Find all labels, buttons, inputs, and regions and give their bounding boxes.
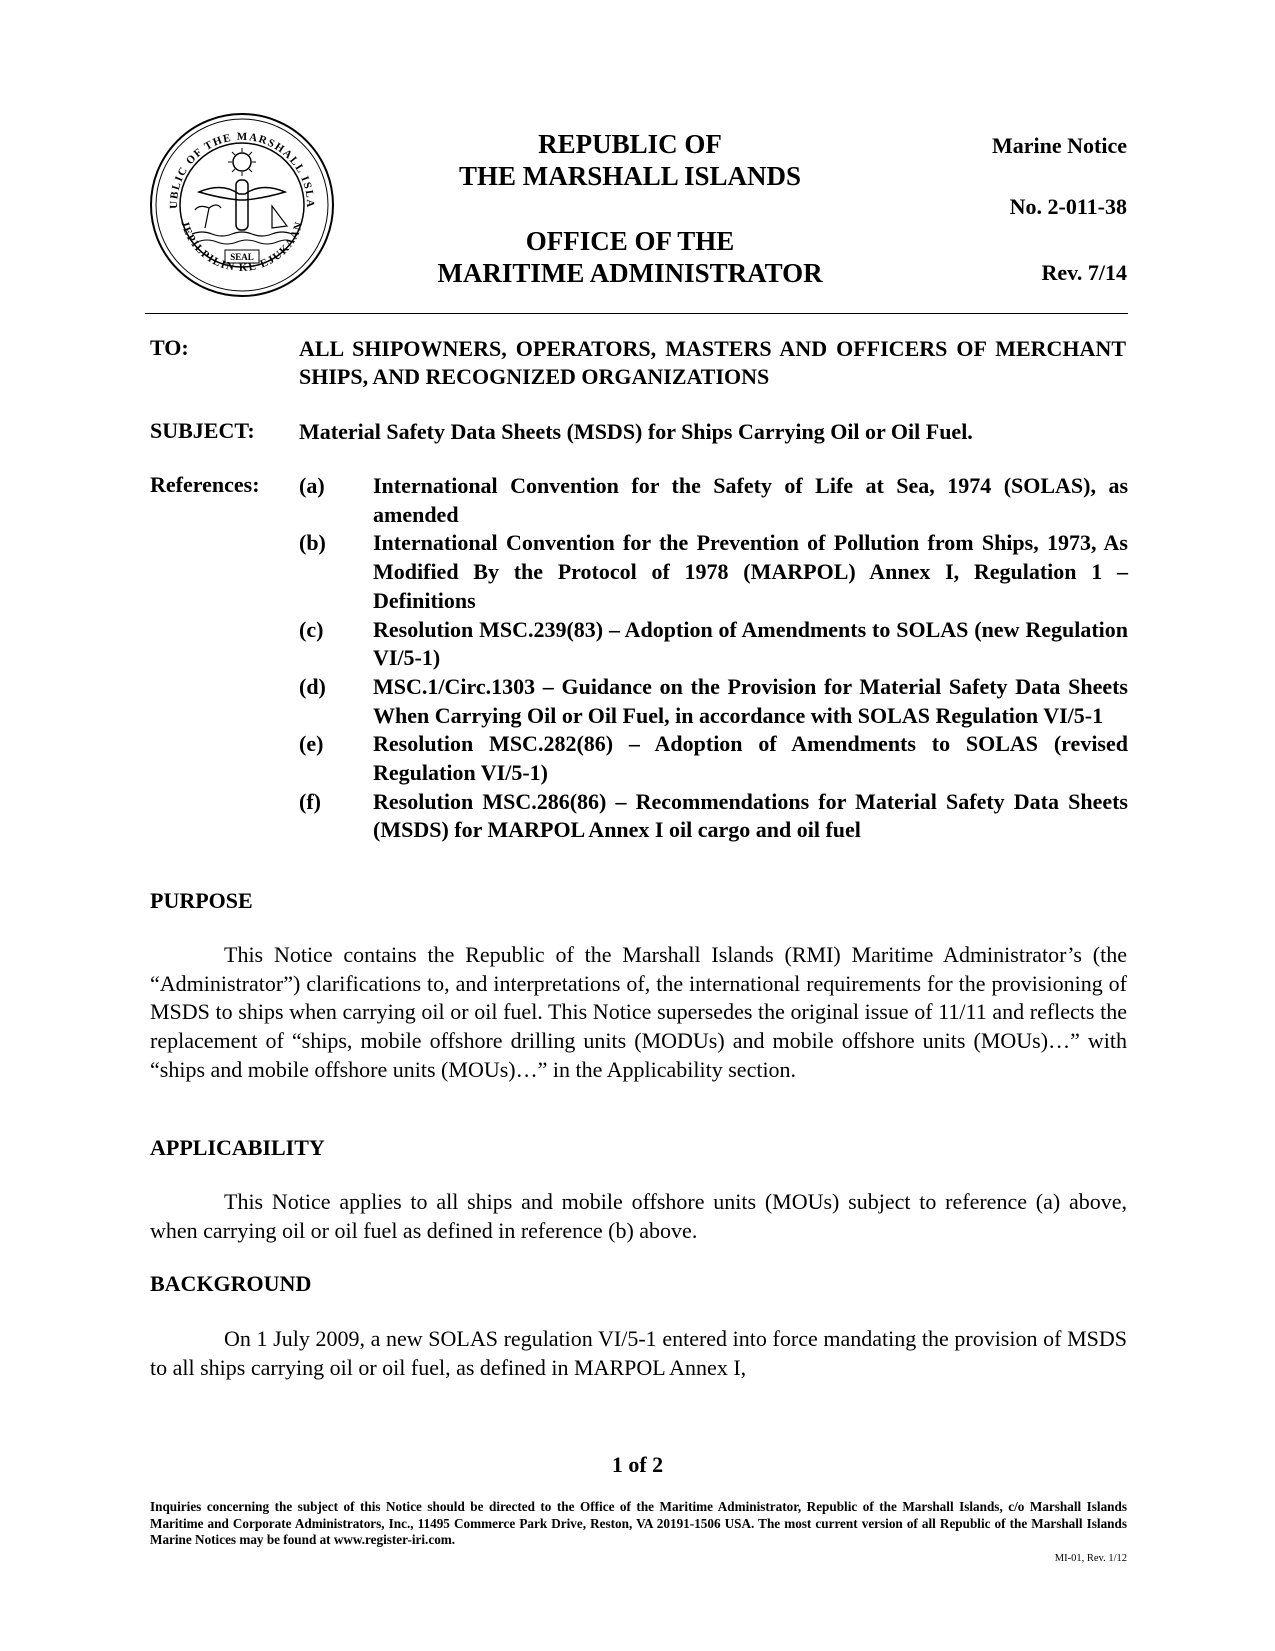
reference-letter: (e) bbox=[299, 731, 324, 757]
applicability-heading: APPLICABILITY bbox=[150, 1135, 325, 1160]
footer-inquiries: Inquiries concerning the subject of this Notice should be directed to the Office of the Maritime Administrator, Republic of the Marshall Islands, c/o Marshall Islands Maritime and Corporate Administrators, Inc., 11495 Commerce Park Drive, Reston, VA 20191-1506 USA. The most current version of all Republic of the Marshall Islands Marine Notices may be found at www.register-iri.com. bbox=[150, 1499, 1127, 1547]
reference-text: Resolution MSC.239(83) – Adoption of Amendments to SOLAS (new Regulation VI/5-1) bbox=[373, 616, 1128, 671]
svg-text:JEPILPILIN KE EJUKAAN bbox=[178, 220, 305, 274]
svg-text:REPUBLIC OF THE MARSHALL ISLAN bbox=[147, 110, 316, 209]
notice-type: Marine Notice bbox=[992, 133, 1127, 158]
reference-text: MSC.1/Circ.1303 – Guidance on the Provision for Material Safety Data Sheets When Carrying Oil or Oil Fuel, in accordance with SOLAS Regulation VI/5-1 bbox=[373, 673, 1128, 728]
purpose-paragraph bbox=[150, 941, 1127, 1085]
header-divider bbox=[145, 313, 1128, 314]
office-line1: OFFICE OF THE bbox=[525, 226, 735, 256]
reference-letter: (d) bbox=[299, 673, 326, 699]
seal-icon bbox=[147, 110, 337, 300]
reference-item bbox=[299, 788, 1128, 845]
subject-text: Material Safety Data Sheets (MSDS) for Ships Carrying Oil or Oil Fuel. bbox=[299, 419, 973, 444]
office-title bbox=[420, 225, 840, 289]
reference-text: International Convention for the Safety of Life at Sea, 1974 (SOLAS), as amended bbox=[373, 473, 1128, 527]
applicability-text: This Notice applies to all ships and mobile offshore units (MOUs) subject to reference (a) above, when carrying oil or oil fuel as defined in reference (b) above. bbox=[150, 1189, 1127, 1243]
reference-letter: (c) bbox=[299, 616, 324, 642]
to-text: ALL SHIPOWNERS, OPERATORS, MASTERS AND OFFICERS OF MERCHANT SHIPS, AND RECOGNIZED ORGANIZATIONS bbox=[299, 336, 1126, 389]
references-label: References: bbox=[150, 472, 260, 497]
reference-text: Resolution MSC.282(86) – Adoption of Amendments to SOLAS (revised Regulation VI/5-1) bbox=[373, 731, 1128, 786]
office-line2: MARITIME ADMINISTRATOR bbox=[437, 258, 823, 288]
reference-letter: (a) bbox=[299, 473, 325, 498]
background-text: On 1 July 2009, a new SOLAS regulation VI/5-1 entered into force mandating the provision of MSDS to all ships carrying oil or oil fuel, as defined in MARPOL Annex I, bbox=[150, 1326, 1127, 1380]
subject-label: SUBJECT: bbox=[150, 418, 255, 443]
title-line2: THE MARSHALL ISLANDS bbox=[458, 161, 802, 191]
seal-label: SEAL bbox=[230, 252, 254, 262]
to-label: TO: bbox=[150, 335, 189, 360]
republic-seal bbox=[147, 110, 337, 300]
reference-item bbox=[299, 730, 1128, 787]
applicability-paragraph bbox=[150, 1188, 1127, 1245]
revision: Rev. 7/14 bbox=[1041, 260, 1127, 285]
reference-letter: (f) bbox=[299, 788, 321, 814]
title-line1: REPUBLIC OF bbox=[538, 129, 722, 159]
background-paragraph bbox=[150, 1325, 1127, 1382]
reference-item bbox=[299, 529, 1128, 615]
references-list bbox=[299, 472, 1128, 845]
reference-letter: (b) bbox=[299, 530, 326, 556]
republic-title bbox=[420, 128, 840, 192]
reference-item bbox=[299, 472, 1128, 529]
notice-number: No. 2-011-38 bbox=[1009, 194, 1127, 219]
purpose-heading: PURPOSE bbox=[150, 888, 253, 913]
reference-text: International Convention for the Prevention of Pollution from Ships, 1973, As Modified By the Protocol of 1978 (MARPOL) Annex I, Regulation 1 – Definitions bbox=[373, 530, 1128, 613]
form-code: MI-01, Rev. 1/12 bbox=[1054, 1553, 1127, 1564]
reference-text: Resolution MSC.286(86) – Recommendations for Material Safety Data Sheets (MSDS) for MARPOL Annex I oil cargo and oil fuel bbox=[373, 788, 1128, 843]
page-number: 1 of 2 bbox=[611, 1452, 664, 1477]
seal-top-text: UBLIC OF THE MARSHALL ISLA bbox=[167, 130, 317, 209]
reference-item bbox=[299, 673, 1128, 730]
background-heading: BACKGROUND bbox=[150, 1271, 312, 1296]
seal-bottom-text: JEPILPILIN KE EJUKAAN bbox=[178, 219, 306, 275]
reference-item bbox=[299, 616, 1128, 673]
purpose-text: This Notice contains the Republic of the Marshall Islands (RMI) Maritime Administrator’s (the “Administrator”) clarifications to, and interpretations of, the international requirements for the provisioning of MSDS to ships when carrying oil or oil fuel. This Notice supersedes the original issue of 11/11 and reflects the replacement of “ships, mobile offshore drilling units (MODUs) and mobile offshore units (MOUs)…” with “ships and mobile offshore units (MOUs)…” in the Applicability section. bbox=[150, 942, 1127, 1082]
